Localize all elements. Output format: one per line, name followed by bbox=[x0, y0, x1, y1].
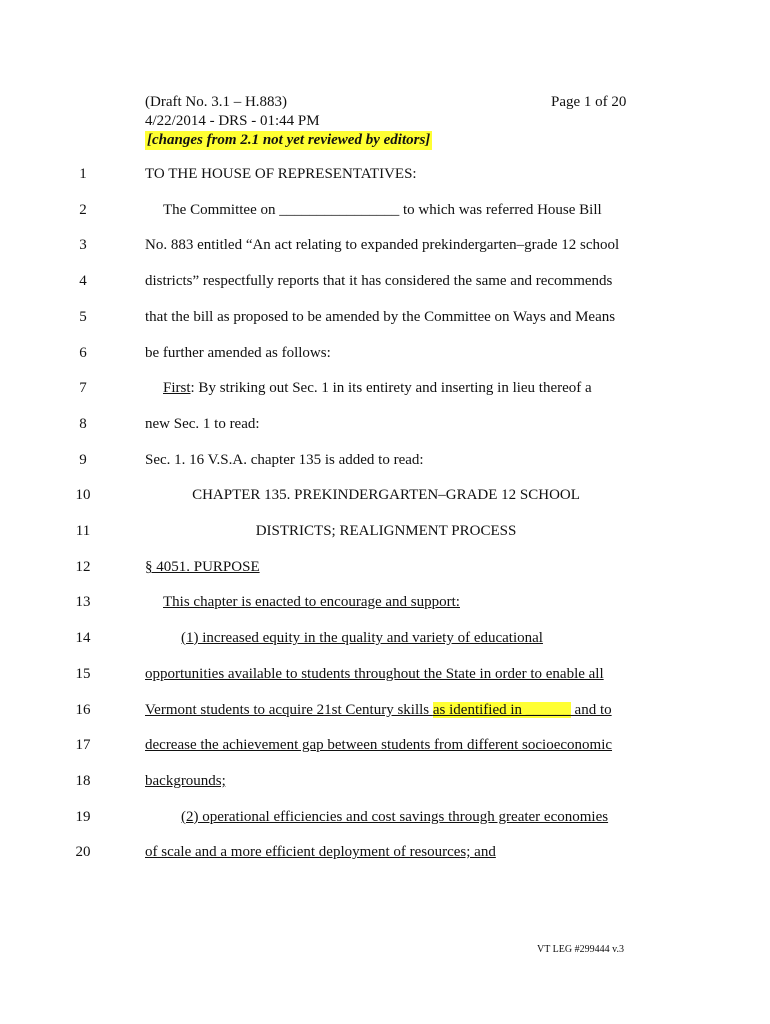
line-number: 7 bbox=[79, 380, 87, 396]
committee-blank: ________________ bbox=[279, 202, 400, 218]
line-10 bbox=[0, 484, 770, 506]
line-number: 1 bbox=[79, 166, 87, 182]
line-text: TO THE HOUSE OF REPRESENTATIVES: bbox=[145, 166, 417, 182]
line-text: No. 883 entitled “An act relating to expanded prekindergarten–grade 12 school bbox=[145, 237, 620, 253]
line-text-part: The Committee on bbox=[163, 202, 280, 218]
line-11 bbox=[0, 520, 770, 542]
line-number: 15 bbox=[75, 666, 91, 682]
chapter-heading: CHAPTER 135. PREKINDERGARTEN–GRADE 12 SCHOOL bbox=[192, 487, 580, 503]
line-number: 5 bbox=[79, 309, 87, 325]
line-20 bbox=[0, 841, 770, 863]
line-6 bbox=[0, 342, 770, 364]
line-number: 3 bbox=[79, 237, 87, 253]
line-number: 11 bbox=[75, 523, 91, 539]
line-text: be further amended as follows: bbox=[145, 345, 331, 361]
section-heading: § 4051. PURPOSE bbox=[145, 559, 260, 575]
line-text: This chapter is enacted to encourage and support: bbox=[163, 594, 460, 610]
line-text: that the bill as proposed to be amended by the Committee on Ways and Means bbox=[145, 309, 616, 325]
highlighted-text: as identified in ______ bbox=[432, 702, 571, 718]
line-number: 12 bbox=[75, 559, 91, 575]
document-footer: VT LEG #299444 v.3 bbox=[537, 944, 624, 955]
line-7 bbox=[0, 377, 770, 399]
line-9 bbox=[0, 449, 770, 471]
line-1 bbox=[0, 163, 770, 185]
line-12 bbox=[0, 556, 770, 578]
line-text: decrease the achievement gap between students from different socioeconomic bbox=[145, 737, 613, 753]
line-number: 4 bbox=[79, 273, 87, 289]
line-text: opportunities available to students throughout the State in order to enable all bbox=[145, 666, 604, 682]
line-number: 17 bbox=[75, 737, 91, 753]
line-16 bbox=[0, 699, 770, 721]
line-text: of scale and a more efficient deployment of resources; and bbox=[145, 844, 496, 860]
line-text: new Sec. 1 to read: bbox=[145, 416, 260, 432]
line-19 bbox=[0, 806, 770, 828]
line-number: 10 bbox=[75, 487, 91, 503]
line-2 bbox=[0, 199, 770, 221]
line-text: Sec. 1. 16 V.S.A. chapter 135 is added to read: bbox=[145, 452, 424, 468]
first-label: First bbox=[163, 380, 191, 396]
line-number: 9 bbox=[79, 452, 87, 468]
line-14 bbox=[0, 627, 770, 649]
line-8 bbox=[0, 413, 770, 435]
line-text-part: and to bbox=[570, 702, 612, 718]
line-number: 14 bbox=[75, 630, 91, 646]
line-text: backgrounds; bbox=[145, 773, 226, 789]
line-text: districts” respectfully reports that it has considered the same and recommends bbox=[145, 273, 613, 289]
line-15 bbox=[0, 663, 770, 685]
line-number: 18 bbox=[75, 773, 91, 789]
line-number: 8 bbox=[79, 416, 87, 432]
line-4 bbox=[0, 270, 770, 292]
line-text-part: Vermont students to acquire 21st Century skills bbox=[145, 702, 433, 718]
line-5 bbox=[0, 306, 770, 328]
line-number: 19 bbox=[75, 809, 91, 825]
editor-note: [changes from 2.1 not yet reviewed by editors] bbox=[147, 132, 431, 148]
line-18 bbox=[0, 770, 770, 792]
draft-number: (Draft No. 3.1 – H.883) bbox=[145, 94, 288, 110]
page-number: Page 1 of 20 bbox=[551, 94, 627, 110]
line-text bbox=[145, 699, 612, 721]
line-text bbox=[163, 199, 602, 221]
chapter-heading: DISTRICTS; REALIGNMENT PROCESS bbox=[255, 523, 517, 539]
line-text: (1) increased equity in the quality and variety of educational bbox=[181, 630, 543, 646]
line-text-part: to which was referred House Bill bbox=[399, 202, 602, 218]
line-number: 6 bbox=[79, 345, 87, 361]
line-17 bbox=[0, 734, 770, 756]
line-number: 16 bbox=[75, 702, 91, 718]
draft-date: 4/22/2014 - DRS - 01:44 PM bbox=[145, 113, 320, 129]
line-number: 20 bbox=[75, 844, 91, 860]
line-number: 13 bbox=[75, 594, 91, 610]
line-3 bbox=[0, 234, 770, 256]
line-13 bbox=[0, 591, 770, 613]
line-text: (2) operational efficiencies and cost savings through greater economies bbox=[181, 809, 609, 825]
line-text bbox=[163, 377, 592, 399]
line-number: 2 bbox=[79, 202, 87, 218]
line-text-part: : By striking out Sec. 1 in its entirety and inserting in lieu thereof a bbox=[190, 380, 592, 396]
